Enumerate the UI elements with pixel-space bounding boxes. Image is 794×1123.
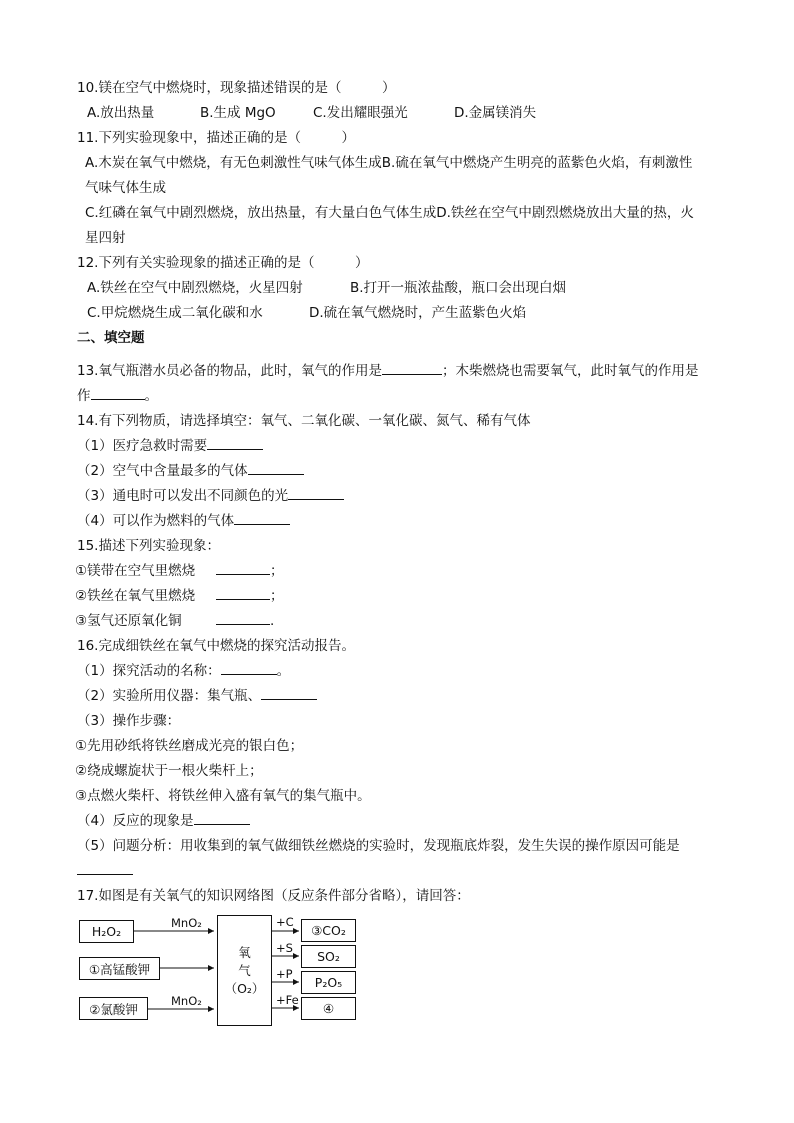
q12-option-c: C.甲烷燃烧生成二氧化碳和水 bbox=[87, 305, 263, 321]
q14-item-4-text: （4）可以作为燃料的气体 bbox=[77, 513, 235, 529]
q16-item-2-text: （2）实验所用仪器：集气瓶、 bbox=[77, 688, 262, 704]
q10-stem: 10.镁在空气中燃烧时，现象描述错误的是（ ） bbox=[77, 80, 396, 96]
q14-item-4 bbox=[77, 512, 290, 530]
fe-product-box: ④ bbox=[301, 997, 356, 1020]
h2o2-box: H₂O₂ bbox=[79, 920, 134, 943]
q11-options-ab-line1: A.木炭在氧气中燃烧，有无色刺激性气味气体生成B.硫在氧气中燃烧产生明亮的蓝紫色火焰，有刺激性 bbox=[85, 155, 693, 171]
mno2-catalyst-label-top: MnO₂ bbox=[171, 916, 202, 930]
q11-options-cd-line2: 星四射 bbox=[85, 230, 126, 246]
q16-item-5: （5）问题分析：用收集到的氧气做细铁丝燃烧的实验时，发现瓶底炸裂，发生失误的操作原因可能是 bbox=[77, 838, 680, 854]
q11-options-cd-line1: C.红磷在氧气中剧烈燃烧，放出热量，有大量白色气体生成D.铁丝在空气中剧烈燃烧放出大量的热，火 bbox=[85, 205, 694, 221]
q17-stem: 17.如图是有关氧气的知识网络图（反应条件部分省略），请回答： bbox=[77, 888, 470, 904]
q14-item-1-text: （1）医疗急救时需要 bbox=[77, 438, 208, 454]
p2o5-box: P₂O₅ bbox=[301, 971, 356, 994]
kclo3-box: ②氯酸钾 bbox=[79, 997, 148, 1020]
q14-blank-3[interactable] bbox=[288, 487, 344, 500]
q15-blank-2[interactable] bbox=[216, 587, 270, 600]
q14-blank-4[interactable] bbox=[234, 512, 290, 525]
q12-option-b: B.打开一瓶浓盐酸，瓶口会出现白烟 bbox=[350, 280, 567, 296]
so2-box: SO₂ bbox=[301, 945, 356, 968]
q15-end-1: ； bbox=[270, 563, 284, 579]
q14-item-3-text: （3）通电时可以发出不同颜色的光 bbox=[77, 488, 289, 504]
q13-blank-2[interactable] bbox=[91, 387, 145, 400]
q16-item-1-text: （1）探究活动的名称： bbox=[77, 663, 221, 679]
q16-step-1: ①先用砂纸将铁丝磨成光亮的银白色； bbox=[75, 738, 304, 754]
co2-box: ③CO₂ bbox=[301, 919, 356, 942]
q13-text-4: 。 bbox=[144, 388, 158, 404]
q16-item-2 bbox=[77, 687, 317, 705]
reactant-s-label: +S bbox=[276, 941, 293, 955]
q16-item-3: （3）操作步骤： bbox=[77, 713, 181, 729]
q16-step-2: ②绕成螺旋状于一根火柴杆上； bbox=[75, 763, 263, 779]
q16-blank-1[interactable] bbox=[221, 662, 277, 675]
q16-stem: 16.完成细铁丝在氧气中燃烧的探究活动报告。 bbox=[77, 638, 355, 654]
q14-item-1 bbox=[77, 437, 263, 455]
q15-blank-1[interactable] bbox=[216, 562, 270, 575]
q13-text-2: ；木柴燃烧也需要氧气，此时氧气的作用是 bbox=[441, 363, 699, 379]
oxygen-formula: （O₂） bbox=[224, 980, 265, 996]
q16-blank-4[interactable] bbox=[194, 812, 250, 825]
kmno4-box: ①高锰酸钾 bbox=[79, 957, 160, 980]
q13-line1 bbox=[77, 362, 698, 380]
oxygen-char-2: 气 bbox=[238, 962, 251, 978]
q10-option-d: D.金属镁消失 bbox=[454, 105, 537, 121]
q14-blank-1[interactable] bbox=[207, 437, 263, 450]
q15-item-2 bbox=[75, 587, 284, 605]
q16-step-3: ③点燃火柴杆、将铁丝伸入盛有氧气的集气瓶中。 bbox=[75, 788, 371, 804]
q11-options-ab-line2: 气味气体生成 bbox=[85, 180, 166, 196]
q10-option-b: B.生成 MgO bbox=[200, 105, 276, 121]
oxygen-char-1: 氧 bbox=[238, 944, 251, 960]
q15-item-1 bbox=[75, 562, 284, 580]
q13-blank-1[interactable] bbox=[382, 362, 442, 375]
reactant-fe-label: +Fe bbox=[276, 993, 299, 1007]
q14-blank-2[interactable] bbox=[248, 462, 304, 475]
q12-stem: 12.下列有关实验现象的描述正确的是（ ） bbox=[77, 255, 369, 271]
q12-option-a: A.铁丝在空气中剧烈燃烧，火星四射 bbox=[87, 280, 303, 296]
q13-text-1: 13.氧气瓶潜水员必备的物品，此时，氧气的作用是 bbox=[77, 363, 382, 379]
q16-item-1-end: 。 bbox=[276, 663, 291, 679]
q16-blank-2[interactable] bbox=[261, 687, 317, 700]
q14-item-3 bbox=[77, 487, 344, 505]
mno2-catalyst-label-bottom: MnO₂ bbox=[171, 994, 202, 1008]
q16-item-1 bbox=[77, 662, 290, 680]
reactant-p-label: +P bbox=[276, 967, 293, 981]
q15-end-2: ； bbox=[270, 588, 284, 604]
q14-stem: 14.有下列物质，请选择填空：氧气、二氧化碳、一氧化碳、氮气、稀有气体 bbox=[77, 413, 531, 429]
q14-item-2 bbox=[77, 462, 304, 480]
section-heading: 二、填空题 bbox=[77, 330, 145, 346]
q15-item-3 bbox=[75, 612, 274, 630]
q15-item-1-text: ①镁带在空气里燃烧 bbox=[75, 563, 196, 579]
q11-stem: 11.下列实验现象中，描述正确的是（ ） bbox=[77, 130, 355, 146]
q16-blank-5[interactable] bbox=[77, 862, 133, 875]
q16-item-4 bbox=[77, 812, 250, 830]
reactant-c-label: +C bbox=[276, 915, 294, 929]
q14-item-2-text: （2）空气中含量最多的气体 bbox=[77, 463, 248, 479]
oxygen-network-diagram bbox=[75, 910, 365, 1030]
q10-option-a: A.放出热量 bbox=[87, 105, 155, 121]
q15-blank-3[interactable] bbox=[216, 612, 270, 625]
q15-stem: 15.描述下列实验现象： bbox=[77, 538, 220, 554]
q13-text-3: 作 bbox=[77, 388, 91, 404]
q13-line2 bbox=[77, 387, 158, 405]
q15-end-3: . bbox=[270, 613, 275, 629]
q16-item-5-line2 bbox=[77, 862, 133, 880]
q15-item-2-text: ②铁丝在氧气里燃烧 bbox=[75, 588, 196, 604]
q12-option-d: D.硫在氧气燃烧时，产生蓝紫色火焰 bbox=[309, 305, 527, 321]
q16-item-4-text: （4）反应的现象是 bbox=[77, 813, 194, 829]
q10-option-c: C.发出耀眼强光 bbox=[313, 105, 408, 121]
oxygen-box bbox=[217, 915, 272, 1026]
q15-item-3-text: ③氢气还原氧化铜 bbox=[75, 613, 182, 629]
